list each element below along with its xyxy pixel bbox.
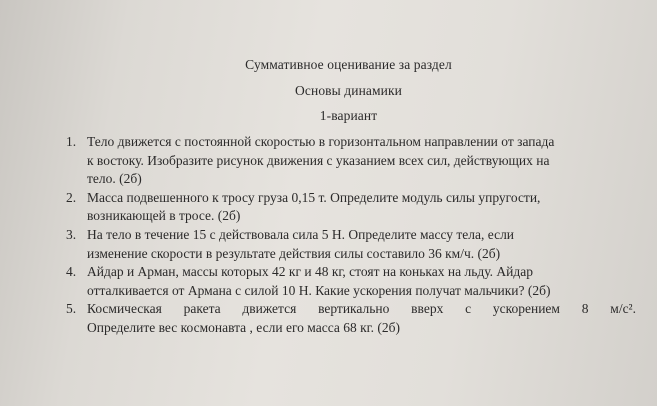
task-text-line: Масса подвешенного к тросу груза 0,15 т. Определите модуль силы упругости, [87, 189, 541, 205]
task-number: 2. [66, 189, 77, 205]
task-text-line: возникающей в тросе. (2б) [87, 208, 241, 224]
task-item-1 [66, 133, 636, 189]
task-text-line: Айдар и Арман, массы которых 42 кг и 48 кг, стоят на коньках на льду. Айдар [87, 264, 533, 280]
task-text-line: Определите вес космонавта , если его масса 68 кг. (2б) [87, 319, 401, 335]
section-title: Основы динамики [295, 83, 402, 98]
variant-label: 1-вариант [319, 108, 378, 123]
task-list [66, 133, 636, 338]
task-number: 3. [66, 226, 77, 242]
task-text-line: отталкивается от Армана с силой 10 Н. Какие ускорения получат мальчики? (2б) [87, 282, 551, 298]
task-text-line: Тело движется с постоянной скоростью в горизонтальном направлении от запада [87, 134, 555, 149]
task-item-4 [66, 263, 636, 300]
task-item-5 [66, 300, 636, 337]
task-text-line: На тело в течение 15 с действовала сила 5 Н. Определите массу тела, если [87, 226, 515, 242]
task-number: 1. [66, 134, 77, 149]
task-text-line: изменение скорости в результате действия силы составило 36 км/ч. (2б) [87, 245, 501, 261]
task-number: 5. [66, 301, 77, 317]
task-item-3 [66, 226, 636, 263]
task-text-line: к востоку. Изобразите рисунок движения с указанием всех сил, действующих на [87, 152, 550, 168]
task-number: 4. [66, 264, 77, 280]
worksheet-title: Суммативное оценивание за раздел [245, 57, 452, 72]
task-item-2 [66, 189, 636, 226]
task-text-line: Космическая ракета движется вертикально вверх с ускорением 8 м/с². [87, 301, 636, 317]
task-text-line: тело. (2б) [87, 171, 142, 187]
